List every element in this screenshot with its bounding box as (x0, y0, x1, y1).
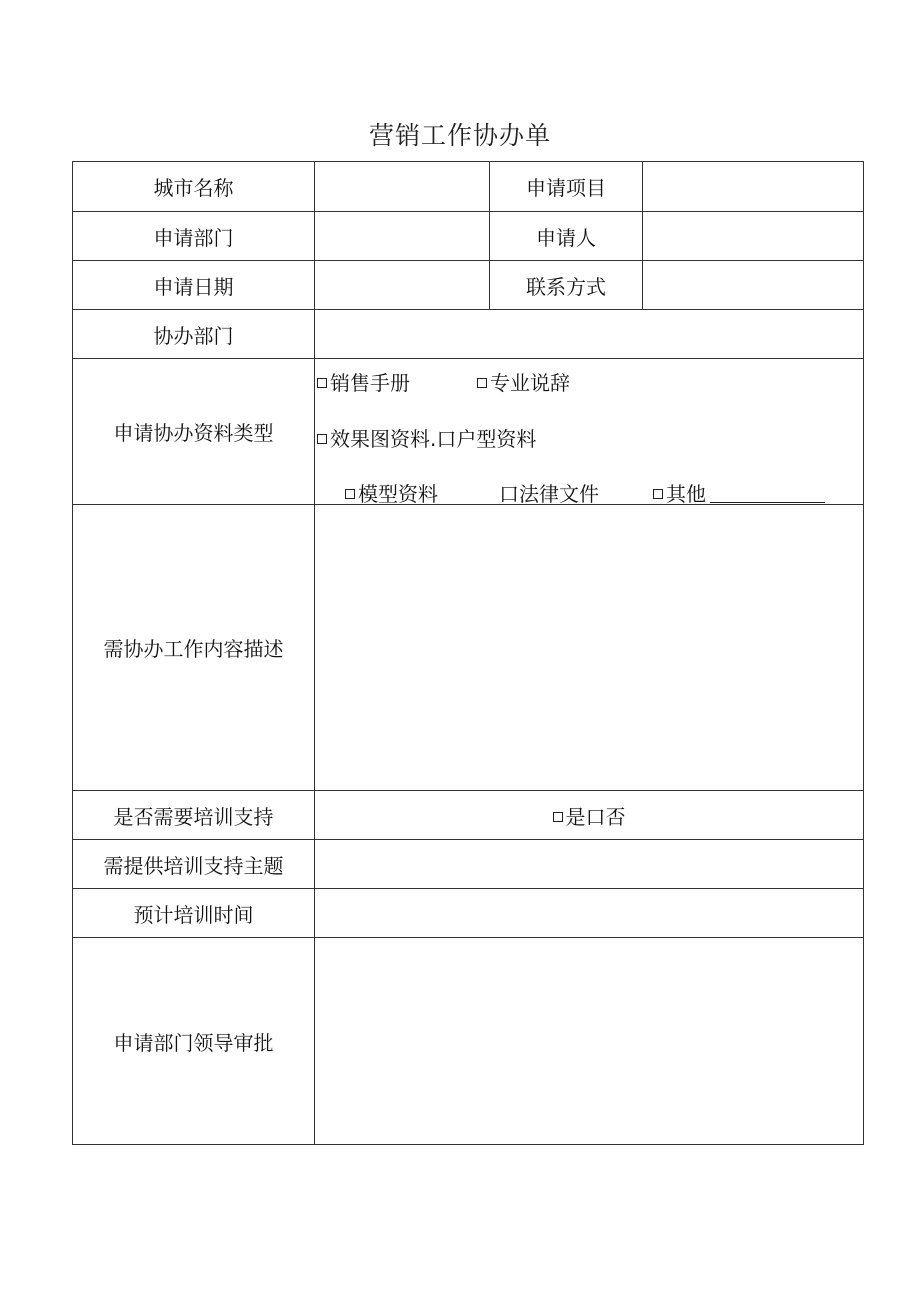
material-type-options (315, 359, 864, 505)
training-no-checkbox-marker[interactable]: 口 (585, 804, 606, 829)
applicant-label: 申请人 (490, 212, 643, 261)
training-yes-option[interactable] (553, 805, 586, 829)
pro-script-label: 专业说辞 (490, 371, 570, 395)
other-blank-line[interactable] (710, 484, 825, 503)
row-content-desc (73, 505, 864, 791)
content-desc-field[interactable] (315, 505, 864, 791)
city-name-label: 城市名称 (73, 162, 315, 212)
checkbox-box-icon (317, 378, 327, 388)
row-assist-dept (73, 310, 864, 359)
row-material-type (73, 359, 864, 505)
row-dept (73, 212, 864, 261)
legal-docs-label: 法律文件 (519, 482, 599, 506)
city-name-field[interactable] (315, 162, 490, 212)
apply-dept-label: 申请部门 (73, 212, 315, 261)
checkbox-pro-script[interactable] (477, 367, 570, 396)
apply-dept-field[interactable] (315, 212, 490, 261)
row-training-topic (73, 840, 864, 889)
checkbox-box-icon (553, 812, 563, 822)
legal-docs-checkbox-marker[interactable]: 口 (499, 482, 519, 506)
need-training-label: 是否需要培训支持 (73, 791, 315, 840)
training-no-label: 否 (605, 804, 626, 829)
apply-date-field[interactable] (315, 261, 490, 310)
unit-material-checkbox-marker[interactable]: 口 (436, 427, 457, 451)
checkbox-legal-docs[interactable] (499, 478, 599, 507)
checkbox-render-material[interactable] (317, 423, 536, 452)
checkbox-box-icon (477, 378, 487, 388)
row-training-time (73, 889, 864, 938)
assist-form-table (72, 161, 864, 1145)
checkbox-box-icon (653, 489, 663, 499)
training-yes-label: 是 (565, 804, 586, 829)
row-need-training (73, 791, 864, 840)
training-time-label: 预计培训时间 (73, 889, 315, 938)
training-topic-field[interactable] (315, 840, 864, 889)
checkbox-other[interactable] (653, 478, 825, 507)
approval-field[interactable] (315, 938, 864, 1145)
other-label: 其他 (666, 482, 706, 506)
sales-manual-label: 销售手册 (330, 371, 410, 395)
checkbox-sales-manual[interactable] (317, 367, 410, 396)
checkbox-model-material[interactable] (345, 478, 438, 507)
apply-date-label: 申请日期 (73, 261, 315, 310)
apply-project-label: 申请项目 (490, 162, 643, 212)
approval-label: 申请部门领导审批 (73, 938, 315, 1145)
unit-material-label: 户型资料 (456, 427, 537, 451)
checkbox-box-icon (345, 489, 355, 499)
material-type-label: 申请协办资料类型 (73, 359, 315, 505)
model-material-label: 模型资料 (358, 482, 438, 506)
assist-dept-label: 协办部门 (73, 310, 315, 359)
training-time-field[interactable] (315, 889, 864, 938)
row-date (73, 261, 864, 310)
need-training-options (315, 791, 864, 840)
render-material-label: 效果图资料. (330, 427, 437, 451)
apply-project-field[interactable] (643, 162, 864, 212)
row-approval (73, 938, 864, 1145)
contact-field[interactable] (643, 261, 864, 310)
checkbox-box-icon (317, 434, 327, 444)
training-topic-label: 需提供培训支持主题 (73, 840, 315, 889)
assist-dept-field[interactable] (315, 310, 864, 359)
row-city (73, 162, 864, 212)
applicant-field[interactable] (643, 212, 864, 261)
content-desc-label: 需协办工作内容描述 (73, 505, 315, 791)
form-title: 营销工作协办单 (368, 121, 551, 150)
contact-label: 联系方式 (490, 261, 643, 310)
